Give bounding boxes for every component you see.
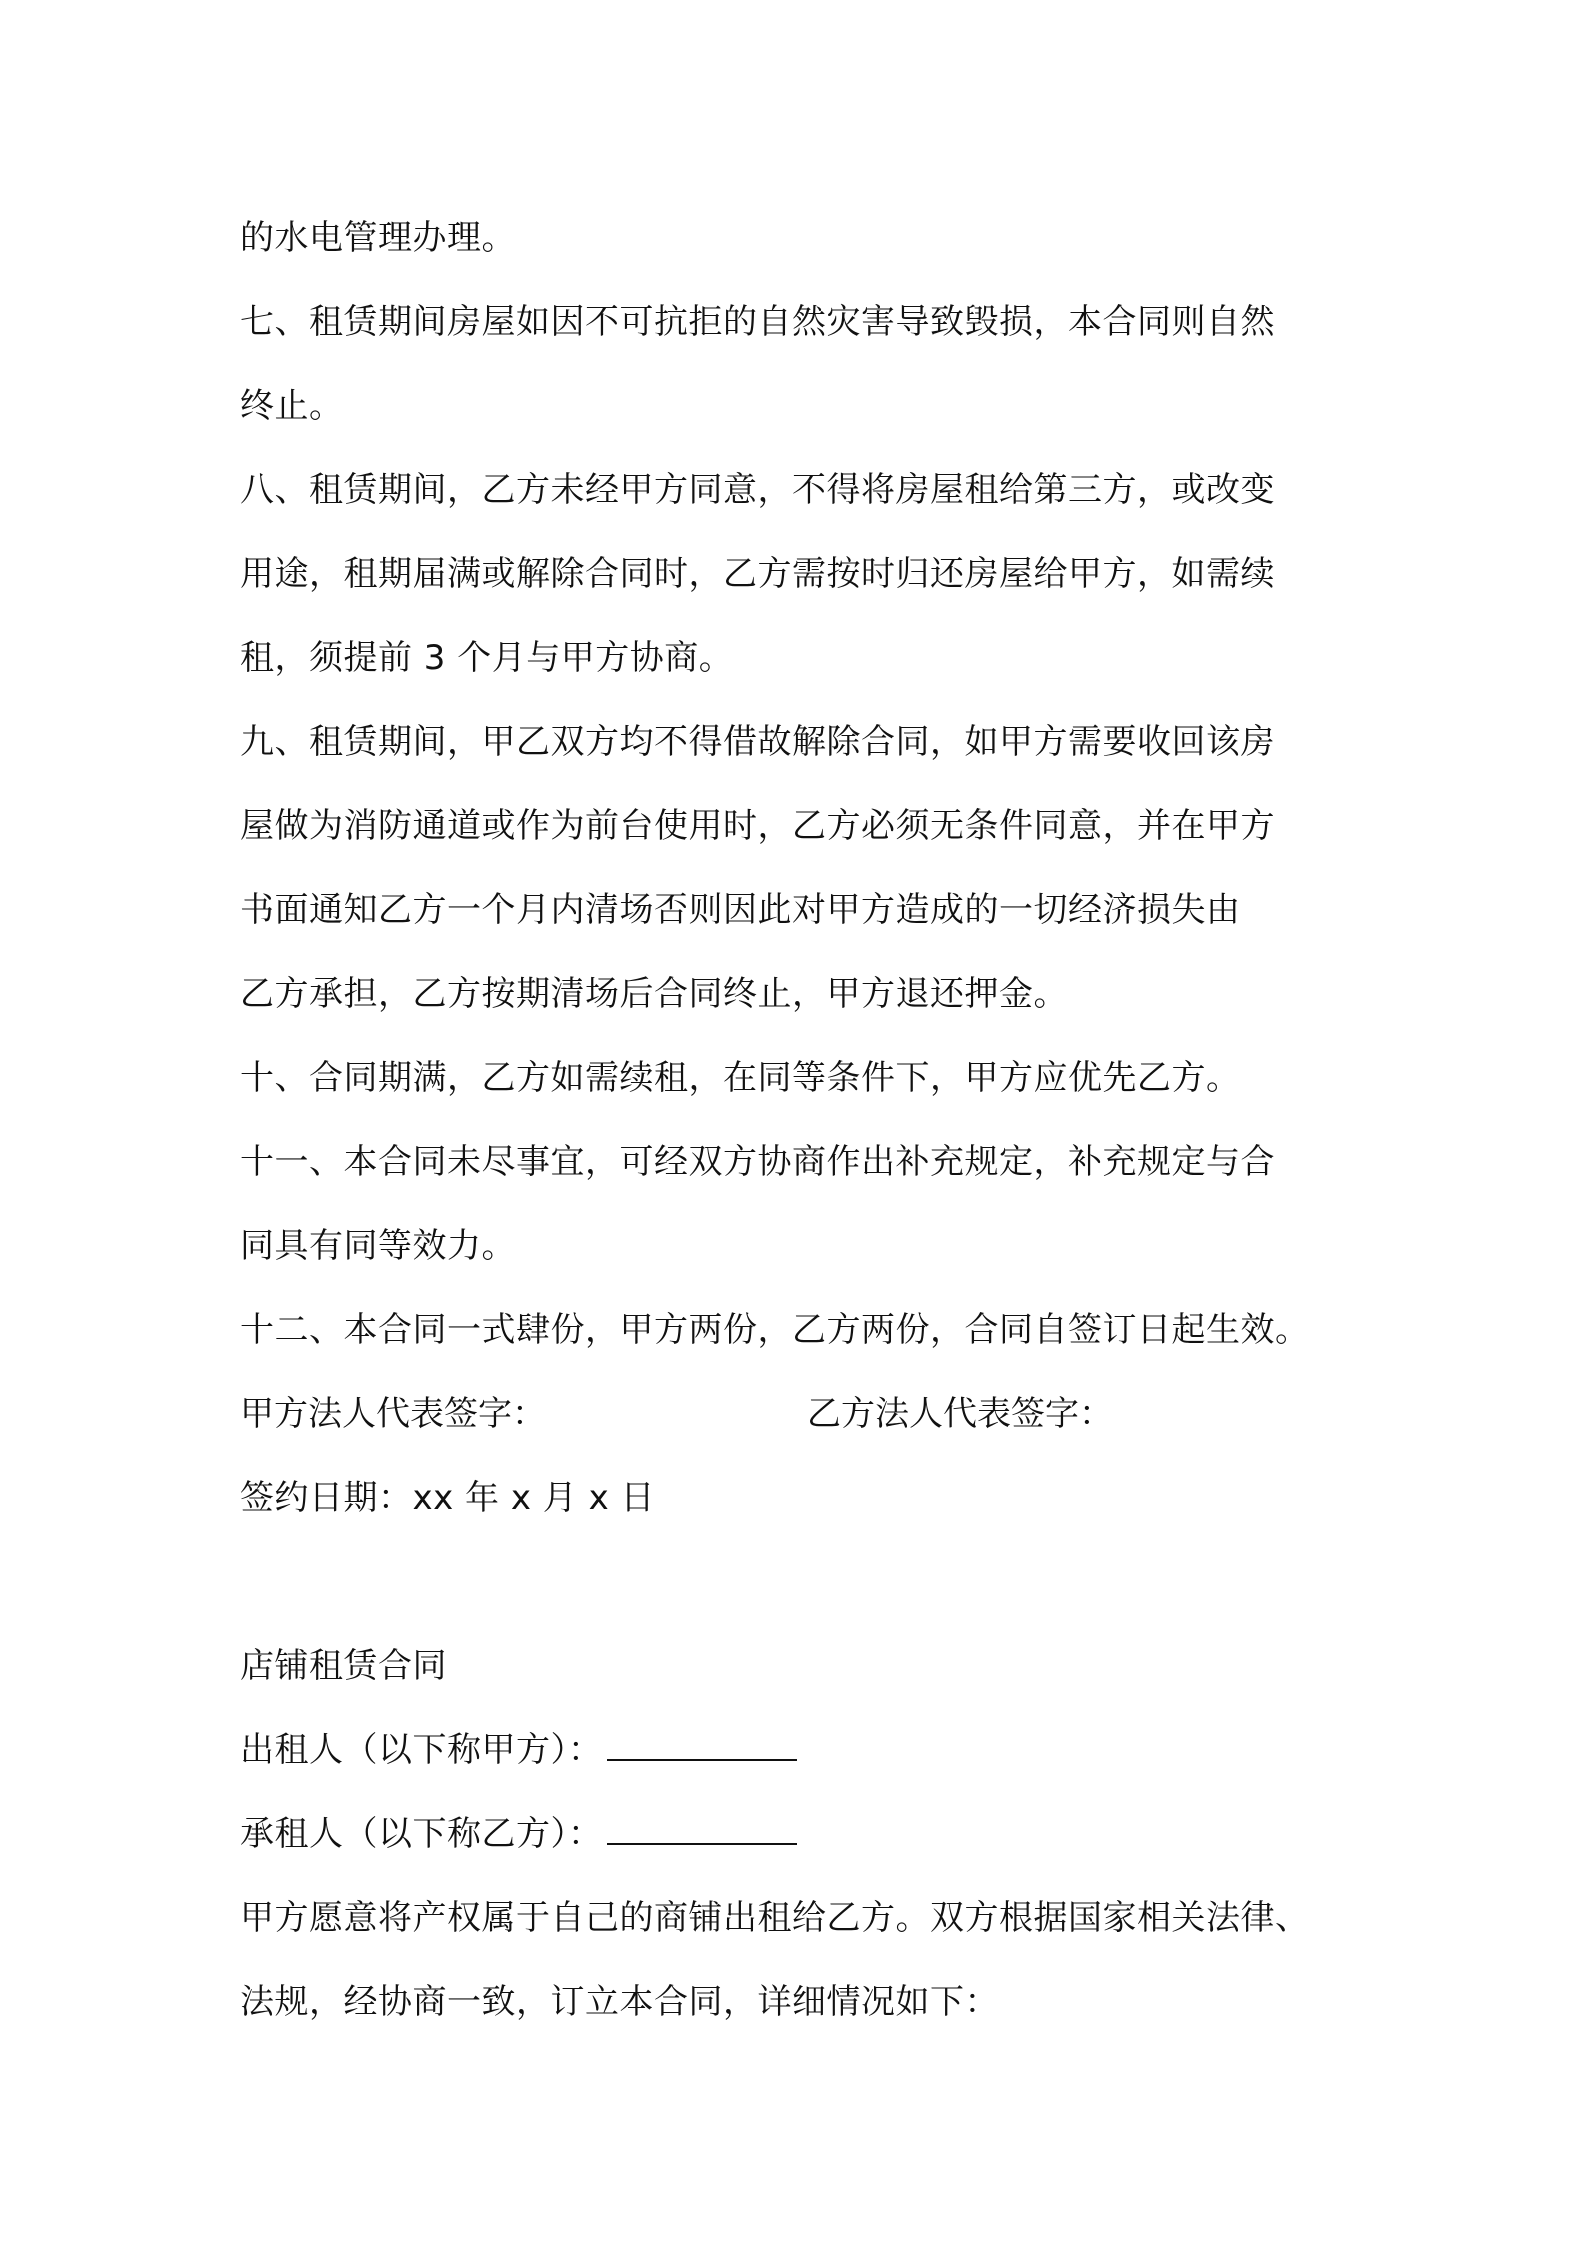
lessee-blank — [607, 1817, 797, 1845]
section-spacer — [240, 1540, 1370, 1624]
document-body — [240, 196, 1370, 2044]
clause-line: 七、租赁期间房屋如因不可抗拒的自然灾害导致毁损，本合同则自然 — [240, 302, 1275, 342]
intro-line: 甲方愿意将产权属于自己的商铺出租给乙方。双方根据国家相关法律、 — [240, 1898, 1310, 1938]
lessor-line — [240, 1708, 1370, 1792]
clause-line: 用途，租期届满或解除合同时，乙方需按时归还房屋给甲方，如需续 — [240, 554, 1275, 594]
lessor-label: 出租人（以下称甲方）： — [240, 1730, 603, 1770]
lessee-label: 承租人（以下称乙方）： — [240, 1814, 603, 1854]
lessee-line — [240, 1792, 1370, 1876]
party-a-signature-label: 甲方法人代表签字： — [240, 1394, 546, 1434]
clause-line: 十一、本合同未尽事宜，可经双方协商作出补充规定，补充规定与合 — [240, 1142, 1275, 1182]
intro-line: 法规，经协商一致，订立本合同，详细情况如下： — [240, 1982, 999, 2022]
signature-row — [240, 1372, 1370, 1456]
clause-line: 终止。 — [240, 386, 344, 426]
clause-line: 屋做为消防通道或作为前台使用时，乙方必须无条件同意，并在甲方 — [240, 806, 1275, 846]
contract-title: 店铺租赁合同 — [240, 1646, 447, 1686]
clause-line: 九、租赁期间，甲乙双方均不得借故解除合同，如甲方需要收回该房 — [240, 722, 1275, 762]
sign-date: 签约日期：xx 年 x 月 x 日 — [240, 1478, 656, 1518]
clause-line: 的水电管理办理。 — [240, 218, 516, 258]
party-b-signature-label: 乙方法人代表签字： — [807, 1394, 1113, 1434]
clause-line: 租，须提前 3 个月与甲方协商。 — [240, 638, 734, 678]
clause-line: 同具有同等效力。 — [240, 1226, 516, 1266]
lessor-blank — [607, 1733, 797, 1761]
clause-line: 书面通知乙方一个月内清场否则因此对甲方造成的一切经济损失由 — [240, 890, 1241, 930]
clause-line: 十二、本合同一式肆份，甲方两份，乙方两份，合同自签订日起生效。 — [240, 1310, 1310, 1350]
clause-line: 乙方承担，乙方按期清场后合同终止，甲方退还押金。 — [240, 974, 1068, 1014]
clause-line: 八、租赁期间，乙方未经甲方同意，不得将房屋租给第三方，或改变 — [240, 470, 1275, 510]
clause-line: 十、合同期满，乙方如需续租，在同等条件下，甲方应优先乙方。 — [240, 1058, 1241, 1098]
